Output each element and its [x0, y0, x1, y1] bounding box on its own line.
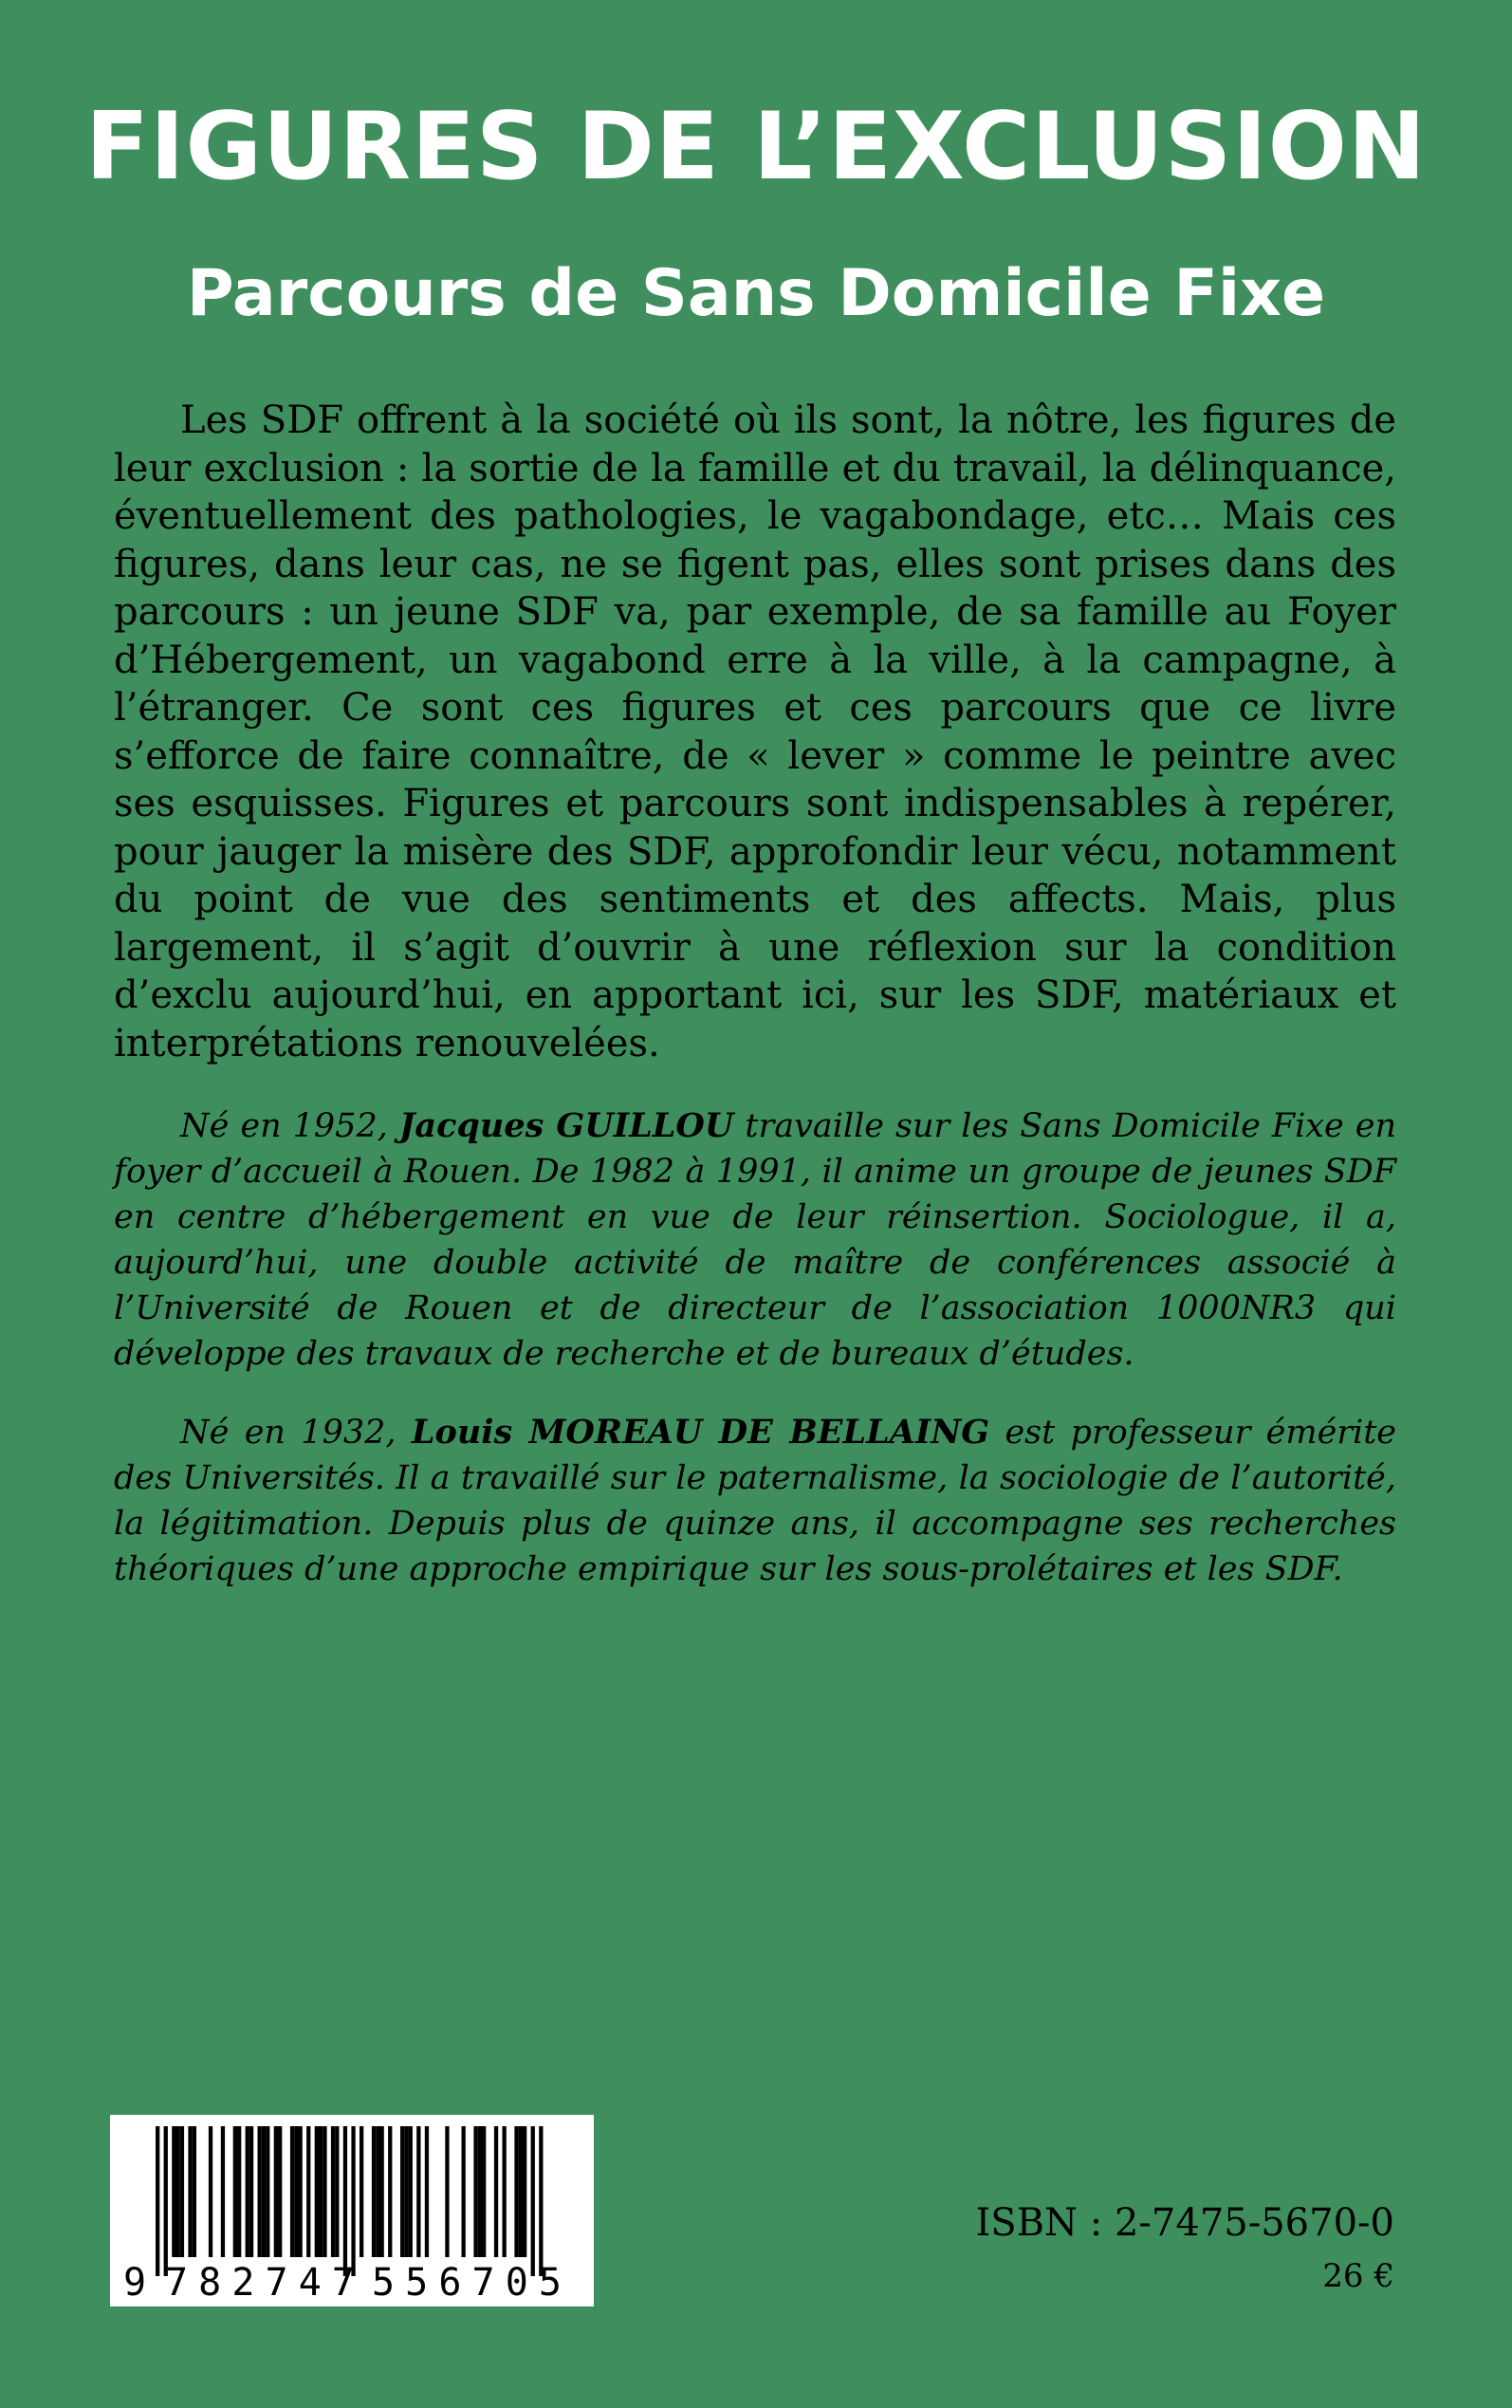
barcode-bar: [176, 2126, 180, 2257]
barcode-digits-right: 556705: [372, 2261, 562, 2305]
barcode-bar: [262, 2126, 266, 2257]
barcode-bar: [409, 2126, 413, 2257]
author-bio-lead: Né en 1952,: [180, 1107, 399, 1145]
barcode-bar: [343, 2126, 347, 2276]
barcode-bar: [294, 2126, 298, 2257]
barcode-bar: [360, 2126, 363, 2257]
barcode-bar: [404, 2126, 408, 2257]
barcode-bar: [246, 2126, 249, 2257]
barcode-bar: [416, 2126, 420, 2257]
barcode-bar: [331, 2126, 335, 2257]
book-title: FIGURES DE L’EXCLUSION: [85, 93, 1427, 201]
barcode-bars: [156, 2126, 544, 2276]
barcode-bar: [514, 2126, 518, 2257]
barcode-bar: [376, 2126, 379, 2257]
barcode-bar: [209, 2126, 212, 2257]
author-bio-text: est professeur émérite des Universités. Il a travaillé sur le paternalisme, la sociologie de l’autorité, la légitimation. Depuis plus de quinze ans, il accompagne ses recherches théoriques d’une approche empirique sur les sous-prolétaires et les SDF.: [114, 1414, 1396, 1588]
barcode-bar: [172, 2126, 175, 2257]
barcode-bar: [388, 2126, 392, 2257]
barcode-bar: [482, 2126, 486, 2257]
author-bio-lead: Né en 1932,: [180, 1414, 412, 1452]
barcode-bar: [290, 2126, 294, 2257]
barcode-bar: [323, 2126, 326, 2257]
author-name: Jacques GUILLOU: [398, 1106, 734, 1145]
barcode-bar: [478, 2126, 482, 2257]
barcode-bar: [315, 2126, 319, 2257]
barcode-bar: [372, 2126, 376, 2257]
barcode-bar: [531, 2126, 535, 2276]
author-bio-moreau: [114, 1410, 1396, 1592]
barcode-bar: [164, 2126, 168, 2276]
barcode-bar: [249, 2126, 253, 2257]
barcode-bar: [503, 2126, 507, 2257]
barcode-bar: [188, 2126, 192, 2257]
barcode-bar: [237, 2126, 241, 2257]
author-bio-text: travaille sur les Sans Domicile Fixe en foyer d’accueil à Rouen. De 1982 à 1991, il anime un groupe de jeunes SDF en centre d’hébergement en vue de leur réinsertion. Sociologue, il a, aujourd’hui, une double activité de maître de conférences associé à l’Université de Rouen et de directeur de l’association 1000NR3 qui développe des travaux de recherche et de bureaux d’études.: [114, 1107, 1397, 1373]
author-name: Louis MOREAU DE BELLAING: [411, 1413, 990, 1452]
barcode-bar: [519, 2126, 523, 2257]
barcode-bar: [473, 2126, 477, 2257]
isbn-barcode: [110, 2115, 594, 2306]
barcode-bar: [523, 2126, 526, 2257]
barcode-bar: [221, 2126, 225, 2257]
barcode-bar: [445, 2126, 449, 2257]
barcode-bar: [494, 2126, 498, 2257]
barcode-bar: [425, 2126, 429, 2257]
barcode-bar: [319, 2126, 323, 2257]
barcode-bar: [539, 2126, 543, 2276]
barcode-bar: [233, 2126, 237, 2257]
price: 26 €: [1322, 2257, 1394, 2295]
barcode-first-digit: 9: [123, 2261, 147, 2305]
barcode-bar: [306, 2126, 310, 2257]
barcode-bar: [400, 2126, 404, 2257]
barcode-digits-left: 782747: [165, 2261, 355, 2305]
barcode-bar: [180, 2126, 184, 2257]
barcode-bar: [274, 2126, 278, 2257]
barcode-bar: [335, 2126, 339, 2257]
barcode-graphic: [110, 2115, 594, 2306]
barcode-bar: [278, 2126, 282, 2257]
barcode-bar: [462, 2126, 466, 2257]
barcode-bar: [193, 2126, 196, 2257]
isbn-number: ISBN : 2-7475-5670-0: [975, 2201, 1394, 2245]
barcode-bar: [380, 2126, 384, 2257]
barcode-bar: [258, 2126, 262, 2257]
barcode-bar: [266, 2126, 269, 2257]
barcode-bar: [299, 2126, 303, 2257]
book-subtitle: Parcours de Sans Domicile Fixe: [186, 256, 1326, 331]
back-cover-blurb: Les SDF offrent à la société où ils sont, la nôtre, les figures de leur exclusion : la sortie de la famille et du travail, la délinquance, éventuellement des pathologies, le vagabondage, etc… Mais ces figures, dans leur cas, ne se figent pas, elles sont prises dans des parcours : un jeune SDF va, par exemple, de sa famille au Foyer d’Hébergement, un vagabond erre à la ville, à la campagne, à l’étranger. Ce sont ces figures et ces parcours que ce livre s’efforce de faire connaître, de « lever » comme le peintre avec ses esquisses. Figures et parcours sont indispensables à repérer, pour jauger la misère des SDF, approfondir leur vécu, notamment du point de vue des sentiments et des affects. Mais, plus largement, il s’agit d’ouvrir à une réflexion sur la condition d’exclu aujourd’hui, en apportant ici, sur les SDF, matériaux et interprétations renouvelées.: [114, 398, 1396, 1065]
barcode-bar: [351, 2126, 355, 2276]
barcode-bar: [156, 2126, 159, 2276]
author-bio-guillou: [114, 1103, 1396, 1377]
